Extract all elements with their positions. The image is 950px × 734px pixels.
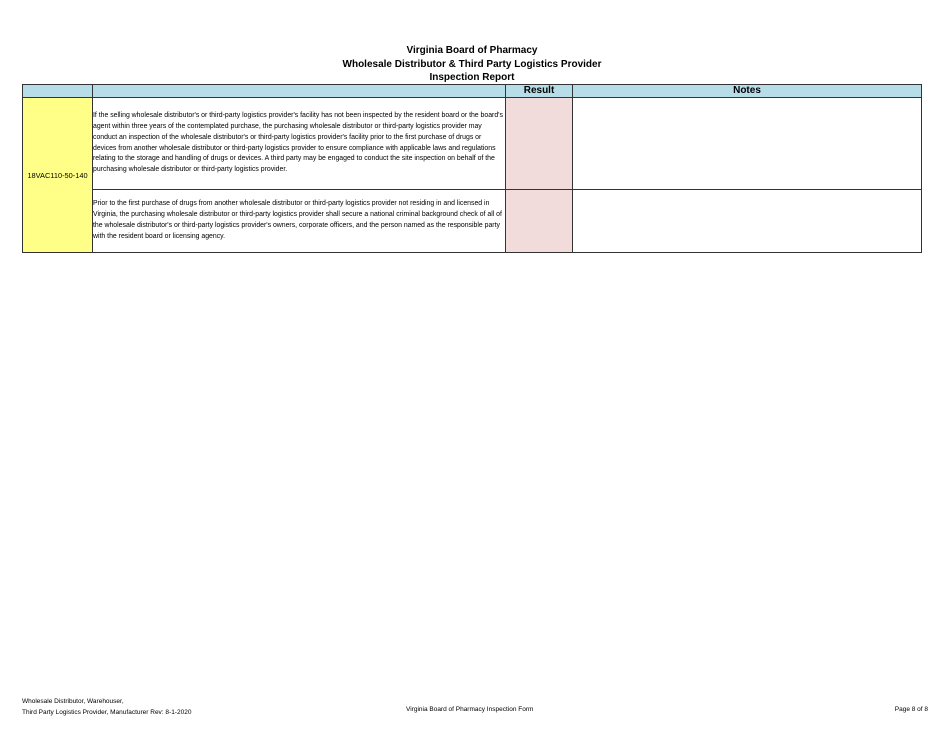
report-header [0,44,944,85]
header-report-name: Inspection Report [429,72,515,83]
requirement-text: Prior to the first purchase of drugs from another wholesale distributor or third-party logistics provider not residing in and licensed in Virginia, the purchasing wholesale distributor or third-party logistics provider shall secure a national criminal background check of all of the wholesale distributor's or third-party logistics provider's owners, corporate officers, and the person named as the responsible party with the resident board or licensing agency. [93,190,506,253]
requirement-text: If the selling wholesale distributor's or third-party logistics provider's facility has not been inspected by the resident board or the board's agent within three years of the contemplated purchase, the purchasing wholesale distributor or third-party logistics provider may conduct an inspection of the wholesale distributor's or third-party logistics provider's facility prior to the first purchase of drugs or devices from another wholesale distributor or third-party logistics provider to ensure compliance with applicable laws and regulations relating to the storage and handling of drugs or devices. A third party may be engaged to conduct the site inspection on behalf of the purchasing wholesale distributor or third-party logistics provider. [93,98,506,190]
notes-cell[interactable] [573,98,922,190]
column-header-text [93,85,506,98]
inspection-table [22,84,922,253]
column-header-code [23,85,93,98]
footer-page-number: Page 8 of 8 [894,706,928,713]
result-cell[interactable] [506,190,573,253]
section-code: 18VAC110-50-140 [23,98,93,253]
table-row [23,190,922,253]
footer-left-line2: Third Party Logistics Provider, Manufacturer Rev: 8-1-2020 [22,708,192,716]
column-header-notes: Notes [573,85,922,98]
header-subtitle: Wholesale Distributor & Third Party Logistics Provider [342,58,602,70]
notes-cell[interactable] [573,190,922,253]
footer-form-name: Virginia Board of Pharmacy Inspection Form [406,706,534,713]
table-header-row [23,85,922,98]
result-cell[interactable] [506,98,573,190]
table-row [23,98,922,190]
footer-left-line1: Wholesale Distributor, Warehouser, [22,698,124,705]
column-header-result: Result [506,85,573,98]
header-title: Virginia Board of Pharmacy [406,45,538,56]
footer-revision [22,697,191,718]
